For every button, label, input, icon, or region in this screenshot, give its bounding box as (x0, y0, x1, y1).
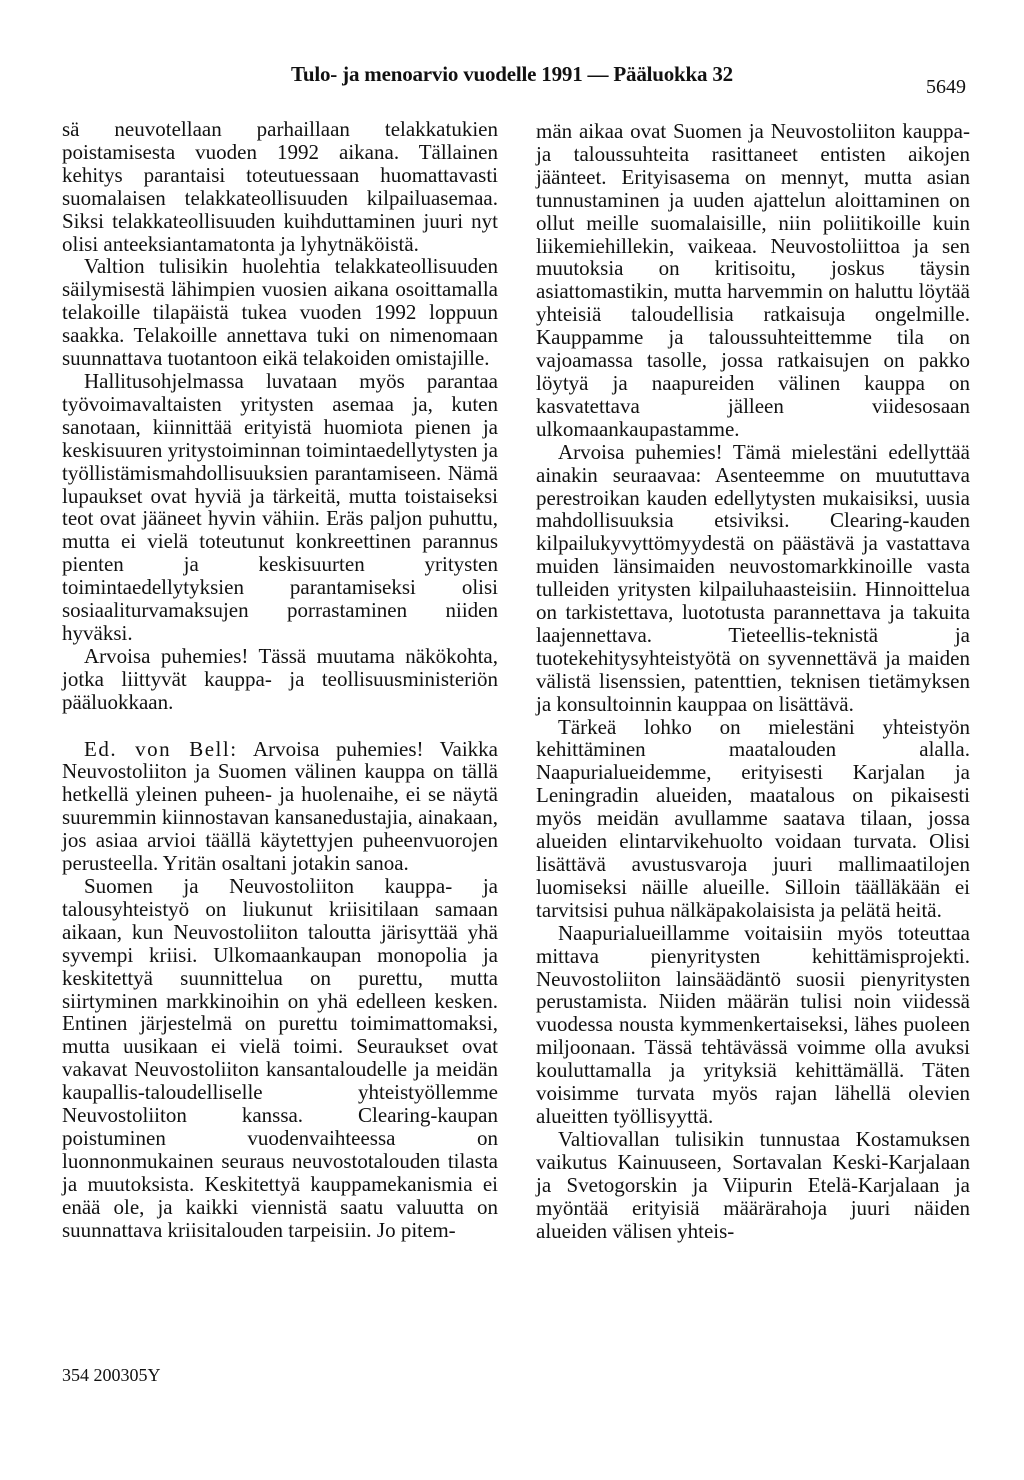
paragraph: Valtion tulisikin huolehtia telakkateollisuuden säilymisestä lähimpien vuosien aikana osoittamalla telakoille tilapäistä tukea vuoden 1992 loppuun saakka. Telakoille annettava tuki on nimenomaan suunnattava tuotantoon eikä telakoiden omistajille. (62, 254, 498, 371)
paragraph: Tärkeä lohko on mielestäni yhteistyön kehittäminen maatalouden alalla. Naapurialueidemme, erityisesti Karjalan ja Leningradin alueiden, maatalous on pikaisesti myös meidän avullamme saatava tilaan, jossa alueiden elintarvikehuolto voidaan turvata. Olisi lisättävä avustusvaroja juuri mallimaatilojen luomiseksi näille alueille. Silloin täälläkään ei tarvitsisi puhua nälkäpakolaisista ja pelätä heitä. (536, 714, 970, 922)
left-column (62, 118, 498, 1242)
paragraph: Naapurialueillamme voitaisiin myös toteuttaa mittava pienyritysten kehittämisprojekti. Neuvostoliiton lainsäädäntö suosii pienyritysten perustamista. Niiden määrän tulisi noin viidessä vuodessa nousta kymmenkertaiseksi, lähes puoleen miljoonaan. Tässä tehtävässä voimme olla avuksi kouluttamalla ja yrityksiä kehittämällä. Täten voisimme turvata myös rajan lähellä olevien alueitten työllisyyttä. (536, 920, 970, 1128)
page-number: 5649 (926, 76, 966, 98)
paragraph: Hallitusohjelmassa luvataan myös parantaa työvoimavaltaisten yritysten asemaa ja, kuten sanotaan, kiinnittää erityistä huomiota pienen ja keskisuuren yritystoiminnan toimintaedellytysten ja työllistämismahdollisuuksien parantamiseen. Nämä lupaukset ovat hyviä ja tärkeitä, mutta toistaiseksi teot ovat jääneet hyvin vähiin. Eräs paljon puhuttu, mutta ei vielä toteutunut konkreettinen parannus pienten ja keskisuurten yritysten toimintaedellytyksien parantamiseksi olisi sosiaaliturvamaksujen porrastaminen niiden hyväksi. (62, 368, 498, 645)
right-column (536, 120, 970, 1242)
speech-paragraph (62, 738, 498, 875)
paragraph: Arvoisa puhemies! Tässä muutama näkökohta, jotka liittyvät kauppa- ja teollisuusministeriön pääluokkaan. (62, 643, 498, 714)
paragraph: Suomen ja Neuvostoliiton kauppa- ja talousyhteistyö on liukunut kriisitilaan samaan aikaan, kun Neuvostoliiton taloutta järisyttää yhä syvempi kriisi. Ulkomaankaupan monopolia ja keskitettyä suunnittelua on purettu, mutta siirtyminen markkinoihin on yhä edelleen kesken. Entinen järjestelmä on purettu toimimattomaksi, mutta uusikaan ei vielä toimi. Seuraukset ovat vakavat Neuvostoliiton kansantaloudelle ja meidän kaupallis-taloudelliselle yhteistyöllemme Neuvostoliiton kanssa. Clearing-kaupan poistuminen vuodenvaihteessa on luonnonmukainen seuraus neuvostotalouden tilasta ja muutoksista. Keskitettyä kauppamekanismia ei enää ole, ja kaikki viennistä saatu valuutta on suunnattava kriisitalouden tarpeisiin. Jo pitem- (62, 874, 498, 1242)
paragraph: sä neuvotellaan parhaillaan telakkatukien poistamisesta vuoden 1992 aikana. Tällainen kehitys parantaisi toteutuessaan huomattavasti suomalaisen telakkateollisuuden kilpailuasemaa. Siksi telakkateollisuuden kuihduttaminen juuri nyt olisi anteeksiantamatonta ja lyhytnäköistä. (62, 117, 498, 256)
paragraph: män aikaa ovat Suomen ja Neuvostoliiton kauppa- ja taloussuhteita rasittaneet entisten aikojen jäänteet. Erityisasema on mennyt, mutta asian tunnustaminen ja uuden ajattelun aloittaminen on ollut meille suomalaisille, niin poliitikoille kuin liikemiehillekin, vaikeaa. Neuvostoliittoa ja sen muutoksia on kritisoitu, joskus täysin asiattomastikin, mutta harvemmin on haluttu löytää yhteisiä taloudellisia ratkaisuja ongelmille. Kauppamme ja taloussuhteittemme tila on vajoamassa tasolle, jossa ratkaisujen on pakko löytyä ja naapureiden välinen kauppa on kasvatettava jälleen viidesosaan ulkomaankaupastamme. (536, 119, 970, 441)
footer-code: 354 200305Y (62, 1365, 161, 1385)
speaker-name: Ed. von Bell: (84, 736, 238, 761)
paragraph: Valtiovallan tulisikin tunnustaa Kostamuksen vaikutus Kainuuseen, Sortavalan Keski-Karjalaan ja Svetogorskin ja Viipurin Etelä-Karjalaan ja myöntää erityisiä määrärahoja juuri näiden alueiden välisen yhteis- (536, 1126, 970, 1243)
running-title: Tulo- ja menoarvio vuodelle 1991 — Pääluokka 32 (291, 62, 733, 86)
speech-text: Arvoisa puhemies! Vaikka Neuvostoliiton ja Suomen välinen kauppa on tällä hetkellä yleinen puheen- ja huolenaihe, ei se näytä suuremmin kiinnostavan kansanedustajia, ainakaan, jos asiaa arvioi täällä käytettyjen puheenvuorojen perusteella. Yritän osaltani jotakin sanoa. (62, 736, 498, 876)
paragraph: Arvoisa puhemies! Tämä mielestäni edellyttää ainakin seuraavaa: Asenteemme on muututtava perestroikan kauden edellytysten mukaisiksi, uusia mahdollisuuksia etsiviksi. Clearing-kauden kilpailukyvyttömyydestä on päästävä ja vastattava muiden länsimaiden neuvostomarkkinoille vasta tulleiden yritysten kilpailuhaasteisiin. Hinnoittelua on tarkistettava, luototusta parannettava ja takuita laajennettava. Tieteellis-teknistä ja tuotekehitysyhteistyötä on syvennettävä ja maiden välistä lisenssien, patenttien, teknisen tietämyksen ja konsultoinnin kauppaa on lisättävä. (536, 439, 970, 716)
